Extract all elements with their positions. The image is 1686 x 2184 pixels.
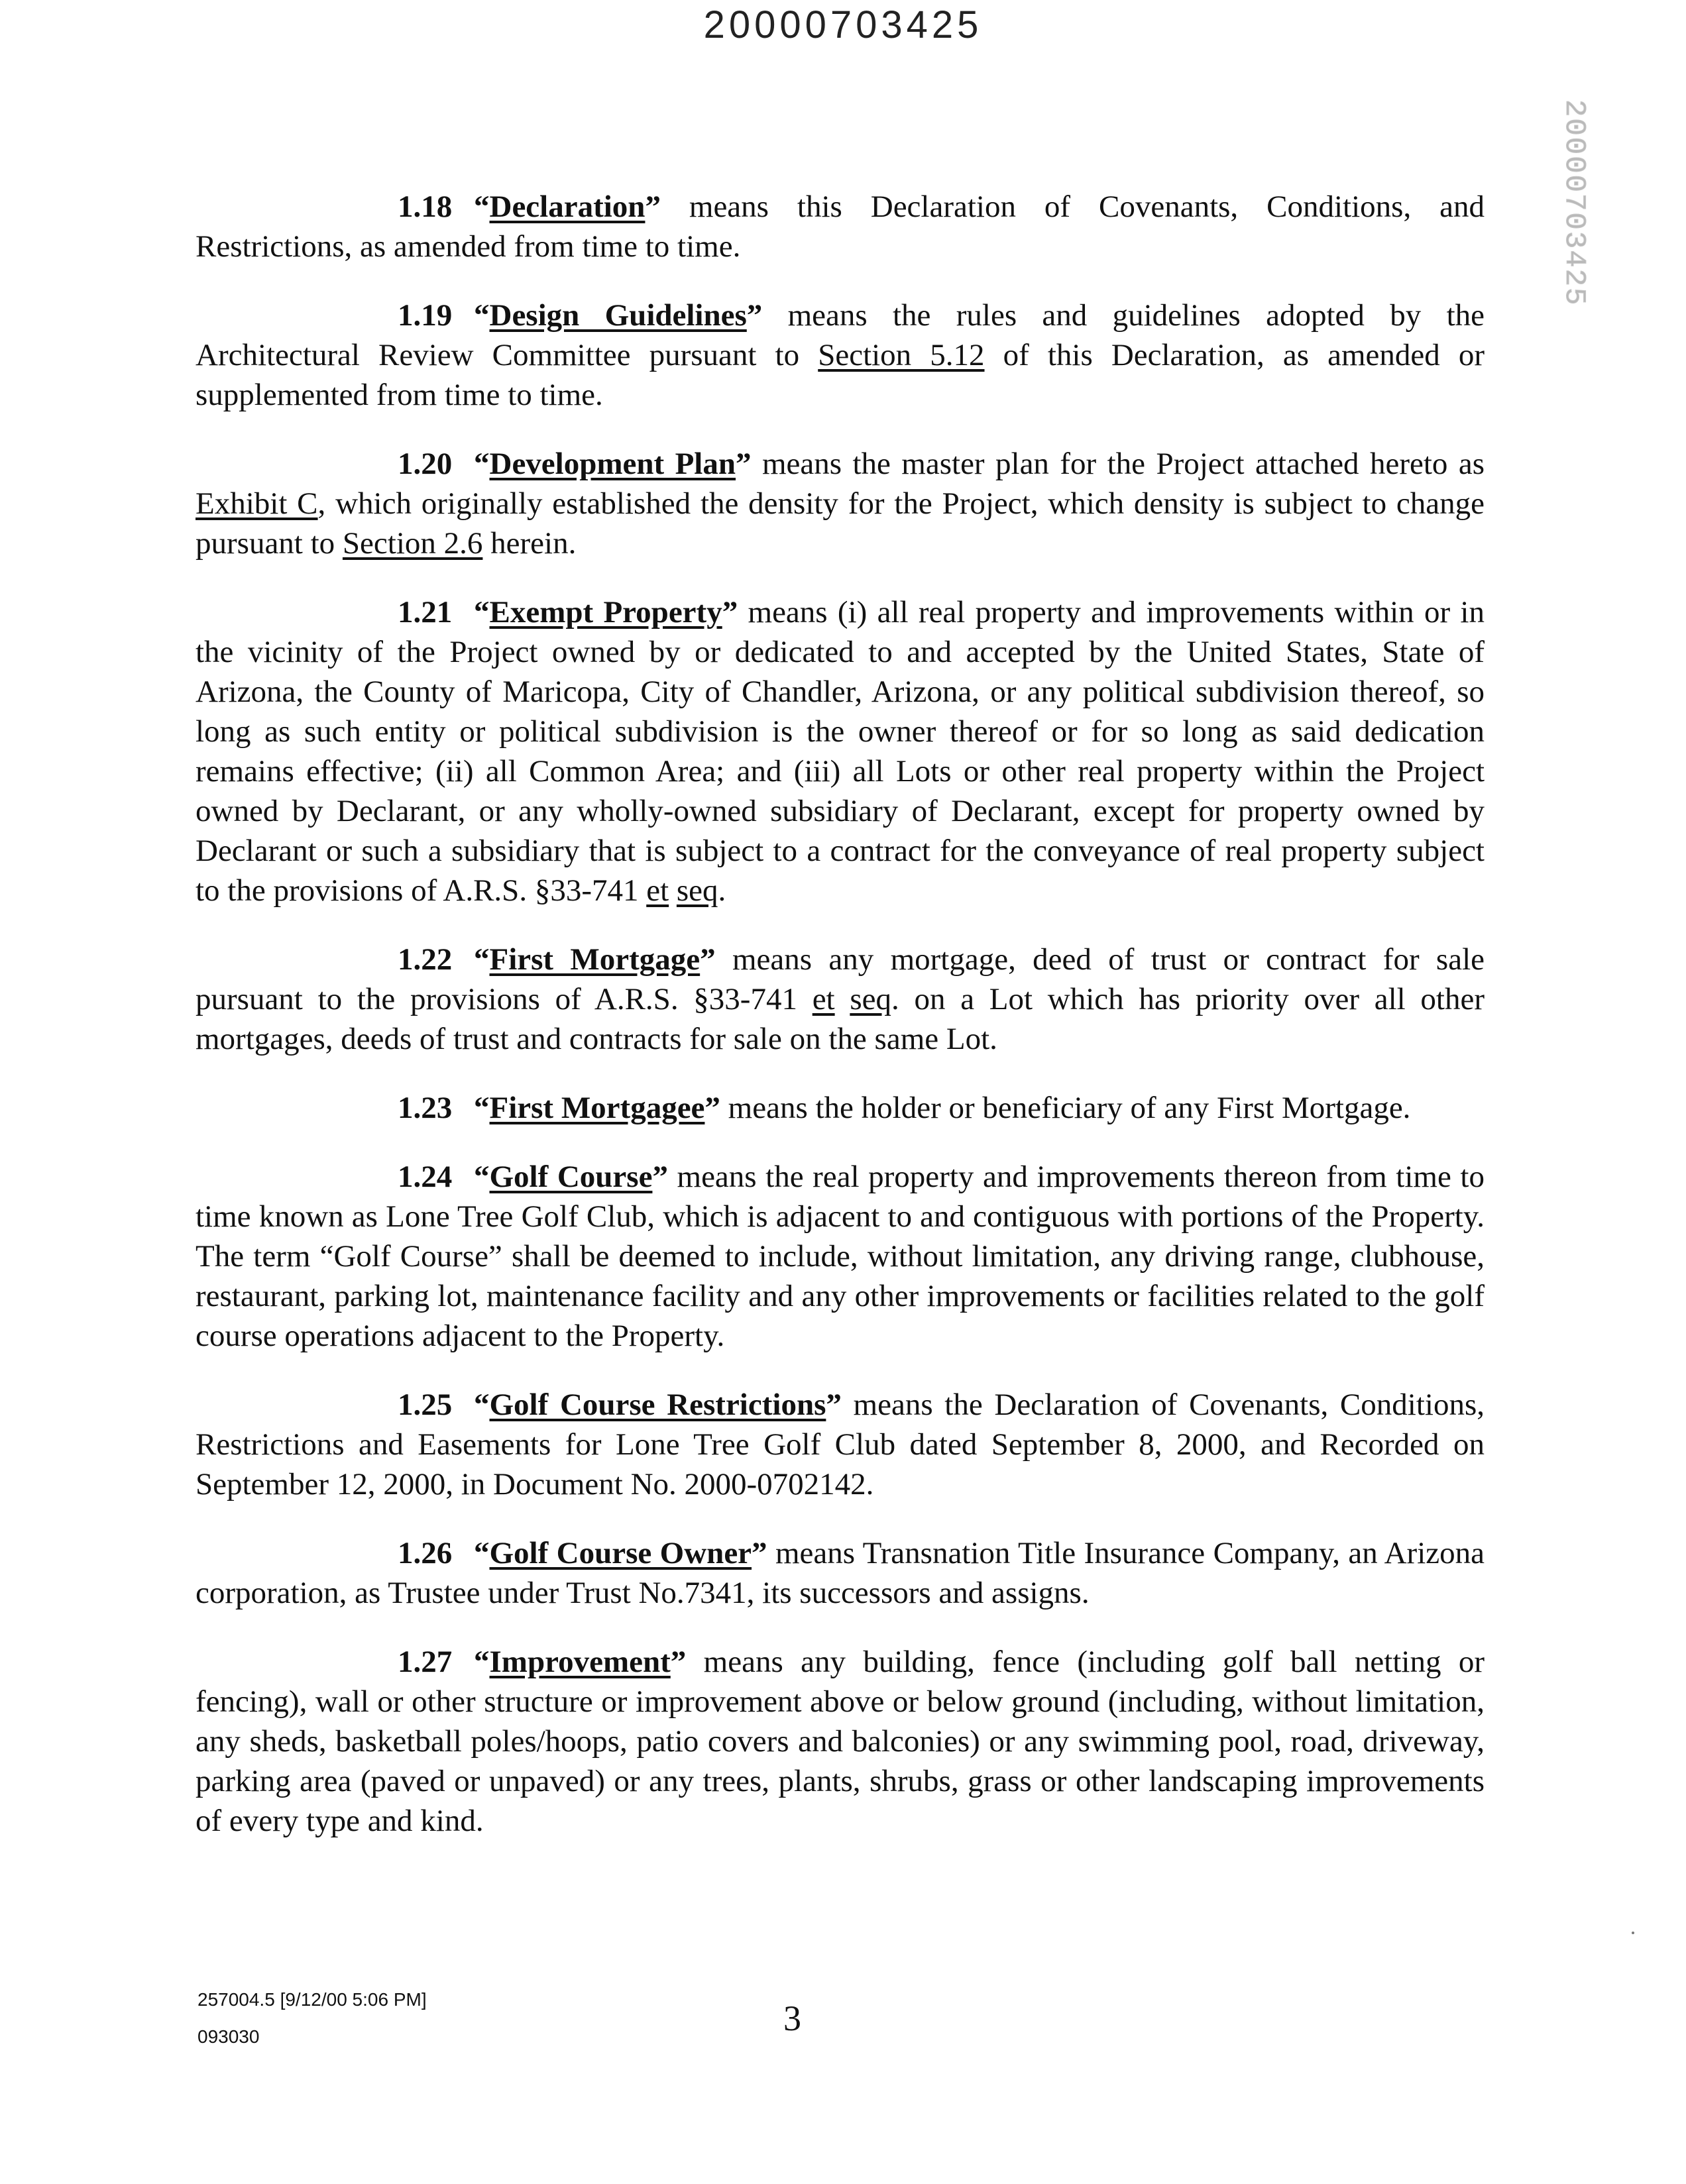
definition-1-19: [196, 296, 1485, 415]
section-number: 1.22: [398, 942, 453, 977]
definition-text: means any building, fence (including golf ball netting or fencing), wall or other structure or improvement above or below ground (including, without limitation, any sheds, basketball poles/hoops, patio covers and balconies) or any swimming pool, road, driveway, parking area (paved or unpaved) or any trees, plants, shrubs, grass or other landscaping improvements of every type and kind.: [196, 1645, 1485, 1838]
defined-term: “Golf Course Owner”: [474, 1536, 767, 1570]
exhibit-reference: Exhibit C: [196, 486, 318, 521]
section-number: 1.25: [398, 1388, 453, 1422]
definition-1-23: [196, 1088, 1485, 1128]
defined-term: “Golf Course”: [474, 1160, 668, 1194]
definition-text: herein.: [482, 526, 577, 561]
definition-text: .: [718, 873, 726, 908]
footer-document-reference: [197, 1981, 427, 2055]
definition-text: [835, 982, 850, 1016]
defined-term: “Development Plan”: [474, 447, 752, 481]
definition-1-21: [196, 592, 1485, 910]
document-body: [196, 187, 1485, 1870]
section-number: 1.26: [398, 1536, 453, 1570]
footer-doc-ref: 257004.5 [9/12/00 5:06 PM]: [197, 1989, 427, 2010]
definition-text: means the real property and improvements thereon from time to time known as Lone Tree Golf Club, which is adjacent to and contiguous with portions of the Property. The term “Golf Course” shall be deemed to include, without limitation, any driving range, clubhouse, restaurant, parking lot, maintenance facility and any other improvements or facilities related to the golf course operations adjacent to the Property.: [196, 1160, 1485, 1353]
definition-text: . on a Lot which has priority over all other mortgages, deeds of trust and contracts for sale on the same Lot.: [196, 982, 1485, 1056]
defined-term: “Design Guidelines”: [474, 298, 763, 333]
definition-text: means the holder or beneficiary of any First Mortgage.: [720, 1091, 1411, 1125]
definition-text: means this Declaration of Covenants, Conditions, and Restrictions, as amended from time to time.: [196, 190, 1485, 264]
latin-reference: et: [646, 873, 669, 908]
section-reference: Section 5.12: [818, 338, 985, 372]
defined-term: “Improvement”: [474, 1645, 687, 1679]
latin-reference: seq: [850, 982, 891, 1016]
definition-text: of this Declaration, as amended or supplemented from time to time.: [196, 338, 1485, 412]
definition-1-26: [196, 1533, 1485, 1613]
definition-text: means any mortgage, deed of trust or contract for sale pursuant to the provisions of A.R.S. §33-741: [196, 942, 1485, 1016]
section-number: 1.19: [398, 298, 453, 333]
definition-1-22: [196, 940, 1485, 1059]
side-recording-stamp: 20000703425: [1557, 99, 1591, 307]
footer-client-number: 093030: [197, 2026, 260, 2047]
defined-term: “Exempt Property”: [474, 595, 738, 629]
definition-text: means the master plan for the Project attached hereto as: [751, 447, 1485, 481]
definition-text: means Transnation Title Insurance Company, an Arizona corporation, as Trustee under Trust No.7341, its successors and assigns.: [196, 1536, 1485, 1610]
definition-1-20: [196, 444, 1485, 563]
definition-text: [669, 873, 677, 908]
section-number: 1.27: [398, 1645, 453, 1679]
section-number: 1.24: [398, 1160, 453, 1194]
section-number: 1.21: [398, 595, 453, 629]
definition-text: means (i) all real property and improvements within or in the vicinity of the Project owned by or dedicated to and accepted by the United States, State of Arizona, the County of Maricopa, City of Chandler, Arizona, or any political subdivision thereof, so long as such entity or political subdivision is the owner thereof or for so long as said dedication remains effective; (ii) all Common Area; and (iii) all Lots or other real property within the Project owned by Declarant, or any wholly-owned subsidiary of Declarant, except for property owned by Declarant or such a subsidiary that is subject to a contract for the conveyance of real property subject to the provisions of A.R.S. §33-741: [196, 595, 1485, 908]
section-reference: Section 2.6: [342, 526, 483, 561]
section-number: 1.23: [398, 1091, 453, 1125]
latin-reference: seq: [676, 873, 718, 908]
definition-1-27: [196, 1642, 1485, 1841]
definition-text: means the Declaration of Covenants, Conditions, Restrictions and Easements for Lone Tree Golf Club dated September 8, 2000, and Recorded on September 12, 2000, in Document No. 2000-0702142.: [196, 1388, 1485, 1502]
section-number: 1.18: [398, 190, 453, 224]
definition-text: , which originally established the density for the Project, which density is subject to change pursuant to: [196, 486, 1485, 561]
page-number: 3: [783, 1998, 801, 2038]
defined-term: “Declaration”: [474, 190, 661, 224]
definition-text: means the rules and guidelines adopted by the Architectural Review Committee pursuant to: [196, 298, 1485, 372]
recording-number-header: 20000703425: [703, 3, 983, 46]
defined-term: “First Mortgagee”: [474, 1091, 720, 1125]
latin-reference: et: [812, 982, 835, 1016]
defined-term: “Golf Course Restrictions”: [474, 1388, 842, 1422]
defined-term: “First Mortgage”: [474, 942, 716, 977]
definition-1-25: [196, 1385, 1485, 1504]
definition-1-18: [196, 187, 1485, 266]
section-number: 1.20: [398, 447, 453, 481]
scan-speck: [1632, 1932, 1634, 1934]
definition-1-24: [196, 1157, 1485, 1356]
